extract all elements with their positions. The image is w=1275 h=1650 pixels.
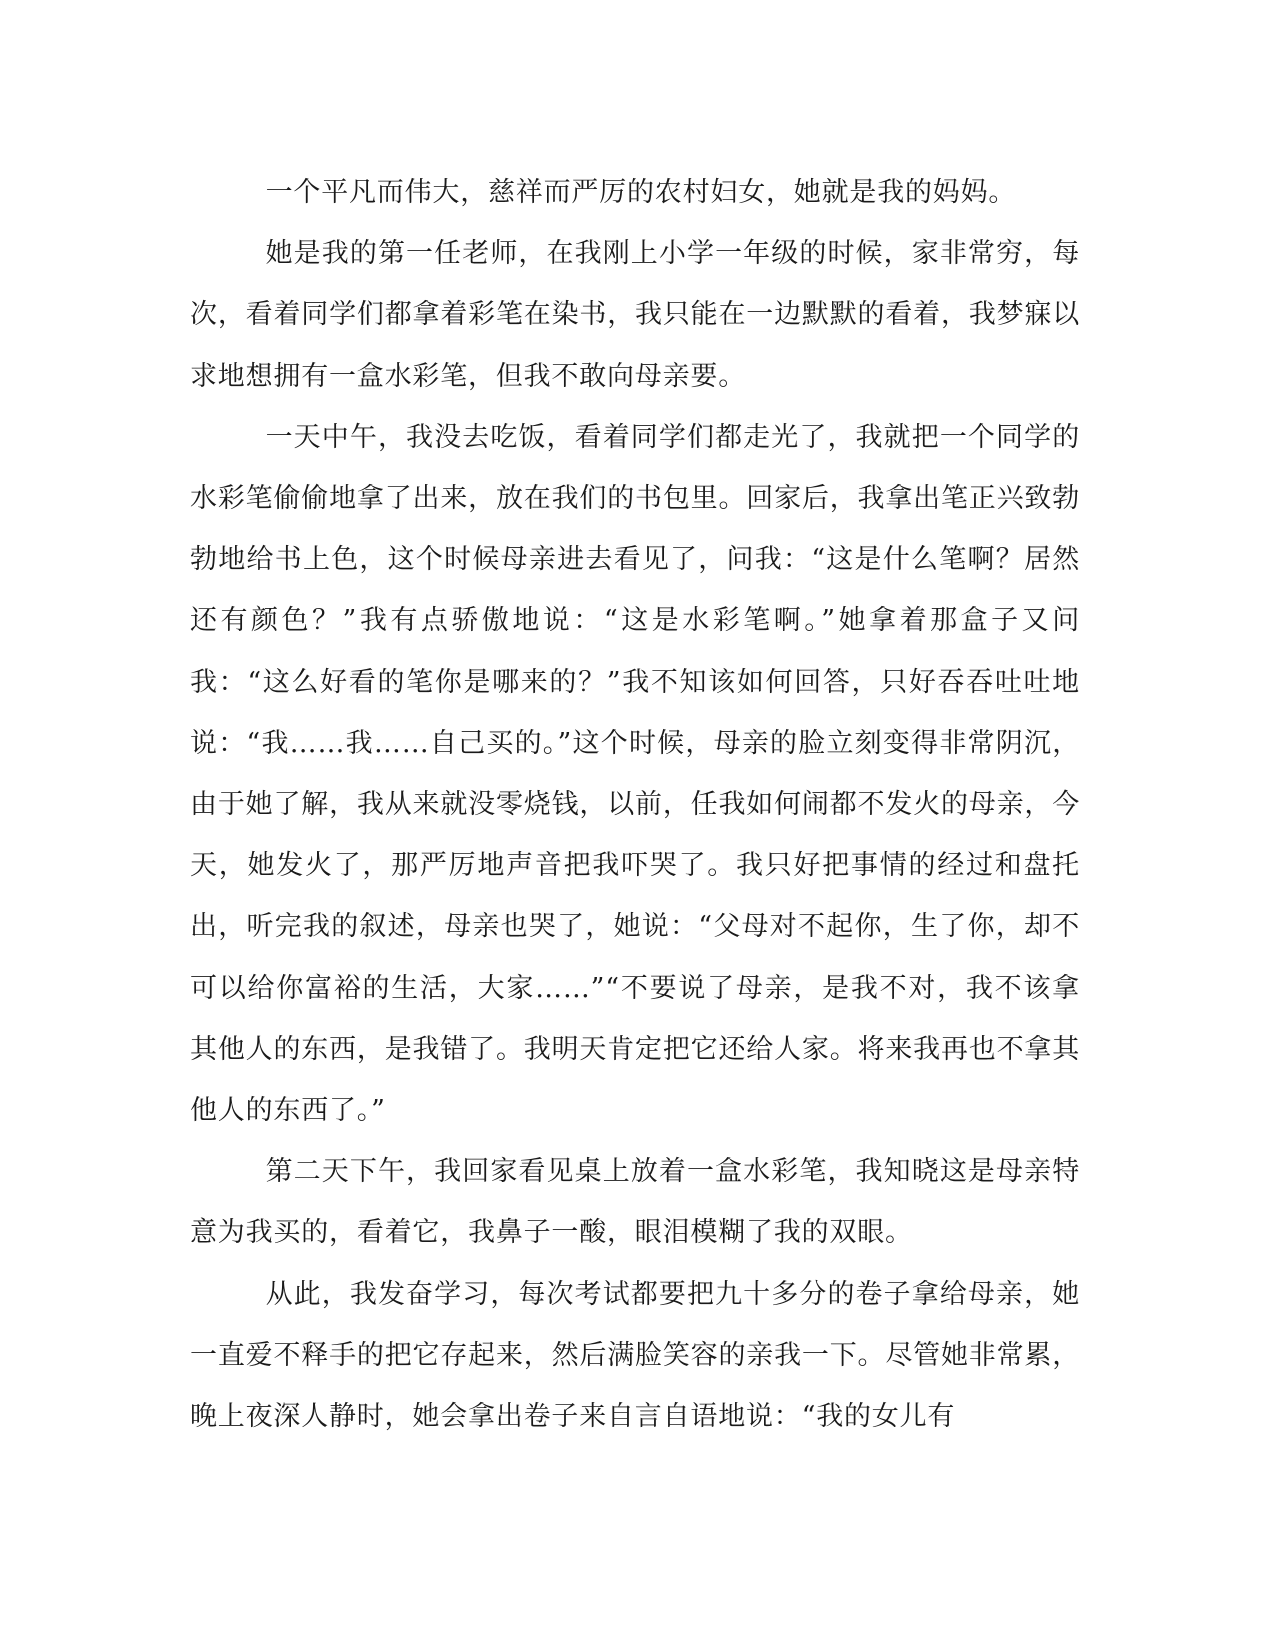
paragraph-5: 从此，我发奋学习，每次考试都要把九十多分的卷子拿给母亲，她一直爱不释手的把它存起来，然后满脸笑容的亲我一下。尽管她非常累，晚上夜深人静时，她会拿出卷子来自言自语地说：“我的女儿有 [190, 1278, 1080, 1433]
paragraph-2: 她是我的第一任老师，在我刚上小学一年级的时候，家非常穷，每次，看着同学们都拿着彩笔在染书，我只能在一边默默的看着，我梦寐以求地想拥有一盒水彩笔，但我不敢向母亲要。 [190, 238, 1080, 392]
paragraph-3: 一天中午，我没去吃饭，看着同学们都走光了，我就把一个同学的水彩笔偷偷地拿了出来，放在我们的书包里。回家后，我拿出笔正兴致勃勃地给书上色，这个时候母亲进去看见了，问我：“这是什么笔啊？居然还有颜色？”我有点骄傲地说：“这是水彩笔啊。”她拿着那盒子又问我：“这么好看的笔你是哪来的？”我不知该如何回答，只好吞吞吐吐地说：“我……我……自己买的。”这个时候，母亲的脸立刻变得非常阴沉，由于她了解，我从来就没零烧钱，以前，任我如何闹都不发火的母亲，今天，她发火了，那严厉地声音把我吓哭了。我只好把事情的经过和盘托出，听完我的叙述，母亲也哭了，她说：“父母对不起你，生了你，却不可以给你富裕的生活，大家……”“不要说了母亲，是我不对，我不该拿其他人的东西，是我错了。我明天肯定把它还给人家。将来我再也不拿其他人的东西了。” [190, 421, 1080, 1127]
paragraph-4: 第二天下午，我回家看见桌上放着一盒水彩笔，我知晓这是母亲特意为我买的，看着它，我鼻子一酸，眼泪模糊了我的双眼。 [190, 1156, 1080, 1249]
document-body [190, 162, 1080, 1447]
paragraph-1: 一个平凡而伟大，慈祥而严厉的农村妇女，她就是我的妈妈。 [265, 177, 1017, 208]
